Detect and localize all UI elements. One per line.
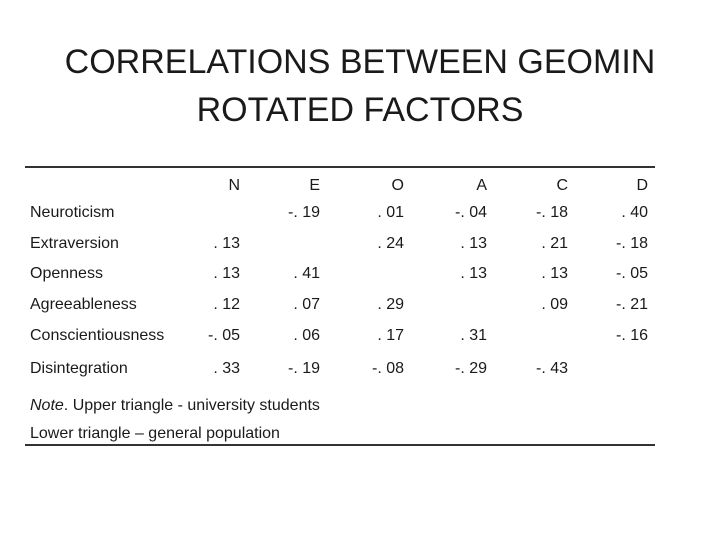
table-cell: -. 04 <box>454 204 487 221</box>
note-label: Note <box>30 397 64 414</box>
column-header: A <box>476 177 487 194</box>
table-cell: . 24 <box>377 235 404 252</box>
table-top-rule <box>25 166 655 168</box>
table-cell: . 13 <box>541 265 568 282</box>
table-cell: -. 18 <box>615 235 648 252</box>
table-cell: . 21 <box>541 235 568 252</box>
table-note-line-1 <box>30 396 320 416</box>
column-header: O <box>391 177 404 194</box>
table-cell: . 13 <box>213 265 240 282</box>
page-title <box>0 38 720 134</box>
table-cell: . 09 <box>541 296 568 313</box>
table-note-line-2: Lower triangle – general population <box>30 425 280 442</box>
table-cell: -. 43 <box>535 360 568 377</box>
table-cell: . 33 <box>213 360 240 377</box>
table-cell: . 12 <box>213 296 240 313</box>
table-cell: -. 19 <box>287 360 320 377</box>
title-line-1: CORRELATIONS BETWEEN GEOMIN <box>64 43 656 81</box>
table-cell: . 01 <box>377 204 404 221</box>
row-label: Neuroticism <box>30 204 115 221</box>
table-cell: -. 16 <box>615 327 648 344</box>
table-cell: . 41 <box>293 265 320 282</box>
table-cell: -. 05 <box>615 265 648 282</box>
row-label: Conscientiousness <box>30 327 165 344</box>
table-cell: . 40 <box>621 204 648 221</box>
table-cell: -. 08 <box>371 360 404 377</box>
table-cell: . 13 <box>213 235 240 252</box>
table-cell: . 31 <box>460 327 487 344</box>
column-header: N <box>228 177 240 194</box>
column-header: C <box>556 177 568 194</box>
column-header: E <box>309 177 320 194</box>
table-cell: . 13 <box>460 235 487 252</box>
column-header: D <box>636 177 648 194</box>
table-cell: . 06 <box>293 327 320 344</box>
row-label: Extraversion <box>30 235 119 252</box>
title-line-2: ROTATED FACTORS <box>196 91 524 129</box>
table-cell: . 13 <box>460 265 487 282</box>
table-cell: -. 29 <box>454 360 487 377</box>
table-cell: . 17 <box>377 327 404 344</box>
table-bottom-rule <box>25 444 655 446</box>
row-label: Agreeableness <box>30 296 137 313</box>
note-upper-triangle: . Upper triangle - university students <box>63 397 320 414</box>
table-cell: . 07 <box>293 296 320 313</box>
row-label: Openness <box>30 265 103 282</box>
row-label: Disintegration <box>30 360 128 377</box>
table-cell: -. 18 <box>535 204 568 221</box>
table-cell: -. 19 <box>287 204 320 221</box>
table-cell: -. 05 <box>207 327 240 344</box>
table-cell: . 29 <box>377 296 404 313</box>
table-cell: -. 21 <box>615 296 648 313</box>
